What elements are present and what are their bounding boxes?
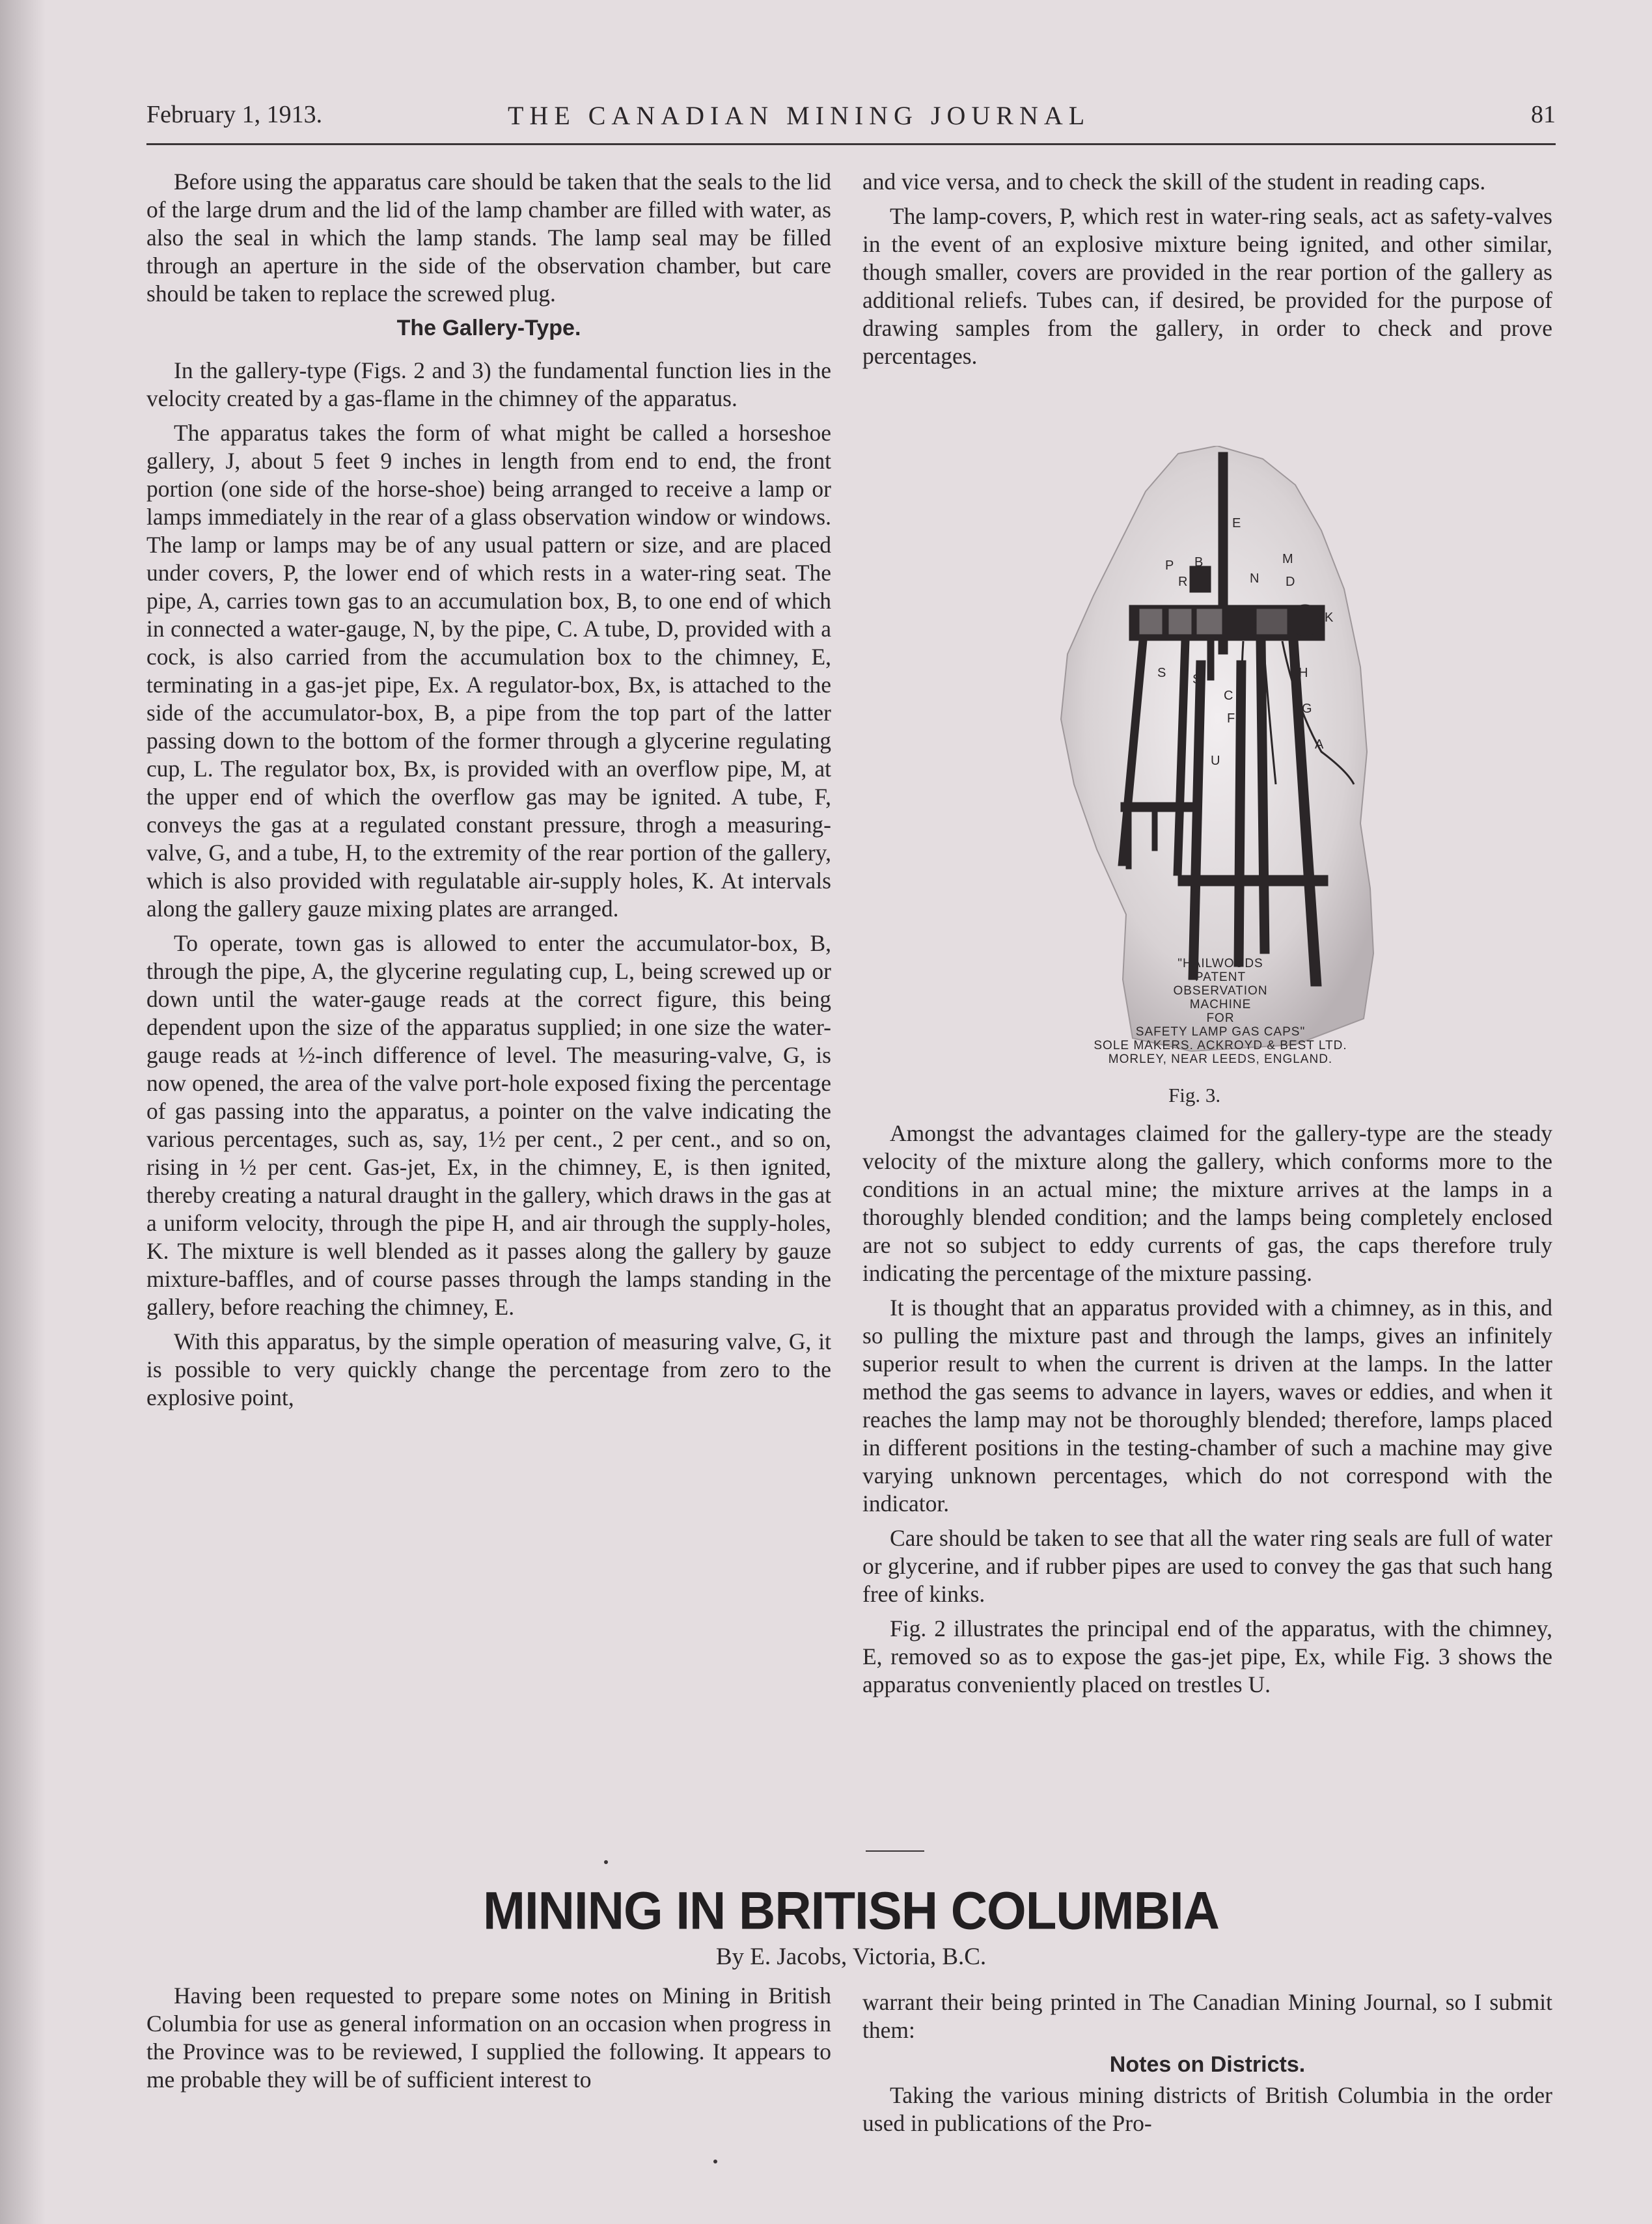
figure-label: S [1157, 666, 1166, 680]
figure-label: C [1224, 689, 1233, 703]
paragraph: To operate, town gas is allowed to enter the accumulator-box, B, through the pipe, A, the glycerine regulating cup, L, being screwed up or down until the water-gauge reads at the correct figure, this being dependent upon the size of the apparatus supplied; in one size the water-gauge reads at ½-inch difference of level. The measuring-valve, G, is now opened, the area of the valve port-hole exposed fixing the percentage of gas passing into the apparatus, a pointer on the valve indicating the various percentages, such as, say, 1½ per cent., 2 per cent., and so on, rising in ½ per cent. Gas-jet, Ex, in the chimney, E, is then ignited, thereby creating a natural draught in the gallery, which draws in the gas at a uniform velocity, through the pipe H, and air through the supply-holes, K. The mixture is well blended as it passes along the gallery by gauze mixture-baffles, and of course passes through the lamps standing in the gallery, before reaching the chimney, E. [146, 930, 831, 1320]
figure-label: P [1165, 558, 1174, 573]
figure-label: L [1292, 643, 1300, 657]
paragraph: The lamp-covers, P, which rest in water-ring seals, act as safety-valves in the event of an explosive mixture being ignited, and other similar, though smaller, covers are provided in the rear portion of the gallery as additional reliefs. Tubes can, if desired, be provided for the purpose of drawing samples from the gallery, in order to check and prove percentages. [862, 203, 1552, 369]
figure-number-label: Fig. 3. [1168, 1084, 1221, 1106]
figure-label: F [1227, 711, 1235, 726]
header-page-number: 81 [1531, 101, 1556, 128]
caption-line: FOR [1206, 1011, 1235, 1025]
right-column-lower [862, 1119, 1552, 1705]
caption-line: PATENT [1194, 970, 1246, 984]
header-date: February 1, 1913. [146, 101, 323, 128]
paragraph: Before using the apparatus care should be taken that the seals to the lid of the large drum and the lid of the lamp chamber are filled with water, as also the seal in which the lamp stands. The lamp seal may be filled through an aperture in the side of the observation chamber, but care should be taken to replace the screwed plug. [146, 169, 831, 307]
bottom-right-column [862, 1988, 1552, 2144]
running-header [146, 98, 1556, 145]
figure-label: M [1282, 552, 1293, 566]
paragraph: It is thought that an apparatus provided with a chimney, as in this, and so pulling the mixture past and through the lamps, gives an infinitely superior result to when the current is driven at the lamps. In the latter method the gas seems to advance in layers, waves or eddies, and when it reaches the lamp may not be thoroughly blended; therefore, lamps placed in different positions in the testing-chamber of such a machine may give varying unknown percentages, which do not correspond with the indicator. [862, 1295, 1552, 1517]
figure-label: D [1286, 575, 1295, 589]
paragraph: Amongst the advantages claimed for the gallery-type are the steady velocity of the mixture along the gallery, which conforms more to the conditions in an actual mine; the mixture arrives at the lamps in a thoroughly blended condition; and the lamps being completely enclosed are not so subject to eddy currents of gas, the caps therefore truly indicating the percentage of the mixture passing. [862, 1120, 1552, 1286]
caption-line: MACHINE [1189, 998, 1252, 1011]
figure-label: G [1302, 702, 1312, 716]
paragraph: Care should be taken to see that all the water ring seals are full of water or glycerine, and if rubber pipes are used to convey the gas that such hang free of kinks. [862, 1525, 1552, 1607]
subheading-notes-on-districts: Notes on Districts. [1109, 2052, 1306, 2077]
figure-label: N [1250, 571, 1260, 586]
figure-label: U [1211, 754, 1220, 768]
bottom-left-column [146, 1982, 831, 2100]
figure-label: E [1232, 516, 1241, 530]
caption-line: SOLE MAKERS. ACKROYD & BEST LTD. [1094, 1039, 1347, 1052]
print-speck [713, 2160, 717, 2163]
paragraph: Fig. 2 illustrates the principal end of the apparatus, with the chimney, E, removed so as to expose the gas-jet pipe, Ex, while Fig. 3 shows the apparatus conveniently placed on trestles U. [862, 1615, 1552, 1697]
paragraph: The apparatus takes the form of what might be called a horseshoe gallery, J, about 5 feet 9 inches in length from end to end, the front portion (one side of the horse-shoe) being arranged to receive a lamp or lamps immediately in the rear of a glass observation window or windows. The lamp or lamps may be of any usual pattern or size, and are placed under covers, P, the lower end of which rests in a water-ring seat. The pipe, A, carries town gas to an accumulation box, B, to one end of which in connected a water-gauge, N, by the pipe, C. A tube, D, provided with a cock, is also carried from the accumulation box to the chimney, E, terminating in a gas-jet pipe, Ex. A regulator-box, Bx, is attached to the side of the accumulator-box, B, a pipe from the top part of the latter passing down to the bottom of the former through a glycerine regulating cup, L. The regulator box, Bx, is provided with an overflow pipe, M, at the upper end of which the overflow gas may be ignited. A tube, F, conveys the gas at a regulated constant pressure, throgh a measuring-valve, G, and a tube, H, to the extremity of the rear portion of the gallery, which is also provided with regulatable air-supply holes, K. At intervals along the gallery gauze mixing plates are arranged. [146, 420, 831, 922]
figure-label: S [1192, 672, 1202, 687]
figure-label: K [1325, 611, 1334, 625]
figure-label: B [1248, 617, 1258, 631]
paragraph: warrant their being printed in The Canadian Mining Journal, so I submit them: [862, 1989, 1552, 2043]
paragraph: and vice versa, and to check the skill of the student in reading caps. [862, 169, 1486, 195]
caption-line: OBSERVATION [1173, 984, 1268, 998]
header-journal-title: THE CANADIAN MINING JOURNAL [508, 101, 1091, 130]
figure-label: B [1194, 555, 1204, 570]
figure-label: H [1299, 666, 1308, 680]
caption-line: SAFETY LAMP GAS CAPS" [1135, 1025, 1306, 1039]
paragraph: With this apparatus, by the simple operation of measuring valve, G, it is possible to very quickly change the percentage from zero to the explosive point, [146, 1328, 831, 1410]
left-column [146, 168, 831, 1834]
column-end-rule [866, 1850, 924, 1852]
paragraph: Taking the various mining districts of British Columbia in the order used in publications of the Pro- [862, 2082, 1552, 2136]
caption-line: MORLEY, NEAR LEEDS, ENGLAND. [1108, 1052, 1333, 1066]
section-title: MINING IN BRITISH COLUMBIA [483, 1880, 1219, 1941]
subheading-gallery-type: The Gallery-Type. [396, 316, 581, 340]
page-gutter-shadow [0, 0, 46, 2224]
right-column-top [862, 168, 1552, 377]
figure-photo-caption [1058, 957, 1383, 1066]
paragraph: Having been requested to prepare some notes on Mining in British Columbia for use as general information on an occasion when progress in the Province was to be reviewed, I supplied the following. It appears to me probable they will be of sufficient interest to [146, 1983, 831, 2093]
figure-label: A [1315, 737, 1324, 752]
author-byline: By E. Jacobs, Victoria, B.C. [715, 1943, 987, 1970]
figure-label: R [1178, 575, 1188, 589]
print-speck [604, 1860, 608, 1864]
caption-line: "HAILWOODS [1177, 957, 1263, 970]
paragraph: In the gallery-type (Figs. 2 and 3) the fundamental function lies in the velocity created by a gas-flame in the chimney of the apparatus. [146, 357, 831, 411]
